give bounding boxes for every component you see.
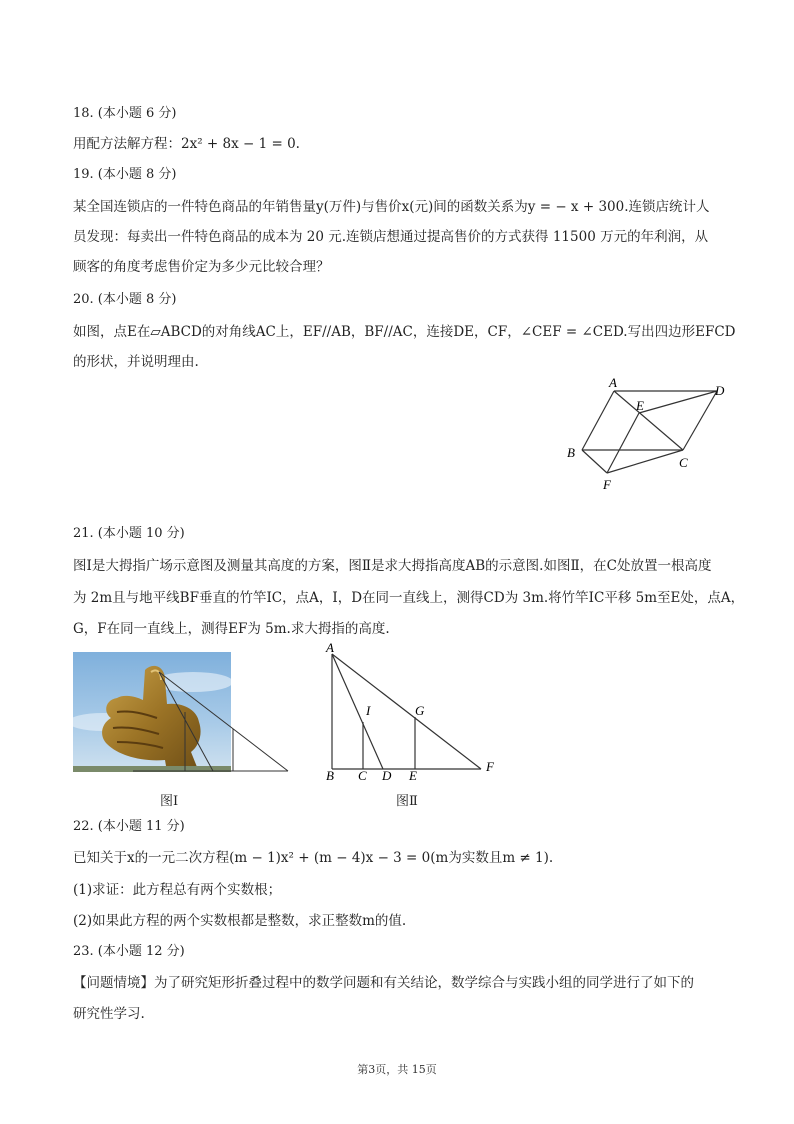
segment-af xyxy=(332,654,481,769)
label-a: A xyxy=(609,375,617,390)
segment-fc xyxy=(607,450,683,473)
label-c: C xyxy=(358,768,367,782)
q21-header: 21. (本小题 10 分) xyxy=(73,526,185,541)
segment-ab xyxy=(582,391,614,450)
segment-de xyxy=(639,391,717,413)
q19-text-line2: 员发现：每卖出一件特色商品的成本为 20 元.连锁店想通过提高售价的方式获得 11500 万元的年利润，从 xyxy=(73,229,709,245)
q20-text-line1: 如图，点E在▱ABCD的对角线AC上，EF//AB，BF//AC，连接DE，CF，∠CEF = ∠CED.写出四边形EFCD xyxy=(73,324,736,340)
segment-ad xyxy=(332,654,383,769)
label-e: E xyxy=(409,768,417,782)
q18-header: 18. (本小题 6 分) xyxy=(73,106,177,121)
q21-figure1-thumb-photo xyxy=(73,652,291,776)
q21-text-line2: 为 2m且与地平线BF垂直的竹竿IC，点A，I，D在同一直线上，测得CD为 3m.将竹竿IC平移 5m至E处，点A， xyxy=(73,590,745,606)
q20-text-line2: 的形状，并说明理由. xyxy=(73,354,199,370)
label-a: A xyxy=(326,640,334,655)
label-b: B xyxy=(567,445,575,460)
page-footer: 第3页，共 15页 xyxy=(357,1063,437,1076)
q22-part2: (2)如果此方程的两个实数根都是整数，求正整数m的值. xyxy=(73,913,407,929)
q20-parallelogram-figure xyxy=(560,375,730,495)
segment-ef xyxy=(607,413,639,473)
label-d: D xyxy=(382,768,392,782)
label-g: G xyxy=(415,703,425,718)
q20-header: 20. (本小题 8 分) xyxy=(73,292,177,307)
segment-bf xyxy=(582,450,607,473)
label-c: C xyxy=(679,455,688,470)
label-b: B xyxy=(326,768,334,782)
q21-text-line1: 图Ⅰ是大拇指广场示意图及测量其高度的方案，图Ⅱ是求大拇指高度AB的示意图.如图Ⅱ，在C处放置一根高度 xyxy=(73,558,712,574)
q23-text-line1: 【问题情境】为了研究矩形折叠过程中的数学问题和有关结论，数学综合与实践小组的同学进行了如下的 xyxy=(73,975,694,991)
q21-figure2-diagram xyxy=(318,640,503,782)
figure2-caption: 图Ⅱ xyxy=(396,794,418,809)
label-f: F xyxy=(486,759,494,774)
q23-text-line2: 研究性学习. xyxy=(73,1006,145,1022)
label-f: F xyxy=(603,477,611,492)
figure1-caption: 图Ⅰ xyxy=(160,794,179,809)
segment-dc xyxy=(683,391,717,450)
q22-text-line1: 已知关于x的一元二次方程(m − 1)x² + (m − 4)x − 3 = 0(m为实数且m ≠ 1). xyxy=(73,850,554,866)
label-i: I xyxy=(366,703,371,718)
q23-header: 23. (本小题 12 分) xyxy=(73,944,185,959)
q22-header: 22. (本小题 11 分) xyxy=(73,819,185,834)
q18-text: 用配方法解方程：2x² + 8x − 1 = 0. xyxy=(73,136,300,152)
q19-text-line3: 顾客的角度考虑售价定为多少元比较合理？ xyxy=(73,259,330,275)
label-d: D xyxy=(715,383,725,398)
q21-text-line3: G，F在同一直线上，测得EF为 5m.求大拇指的高度. xyxy=(73,621,390,637)
q19-header: 19. (本小题 8 分) xyxy=(73,167,177,182)
q22-part1: (1)求证：此方程总有两个实数根； xyxy=(73,882,282,898)
q19-text-line1: 某全国连锁店的一件特色商品的年销售量y(万件)与售价x(元)间的函数关系为y = − x + 300.连锁店统计人 xyxy=(73,199,710,215)
label-e: E xyxy=(636,398,644,413)
